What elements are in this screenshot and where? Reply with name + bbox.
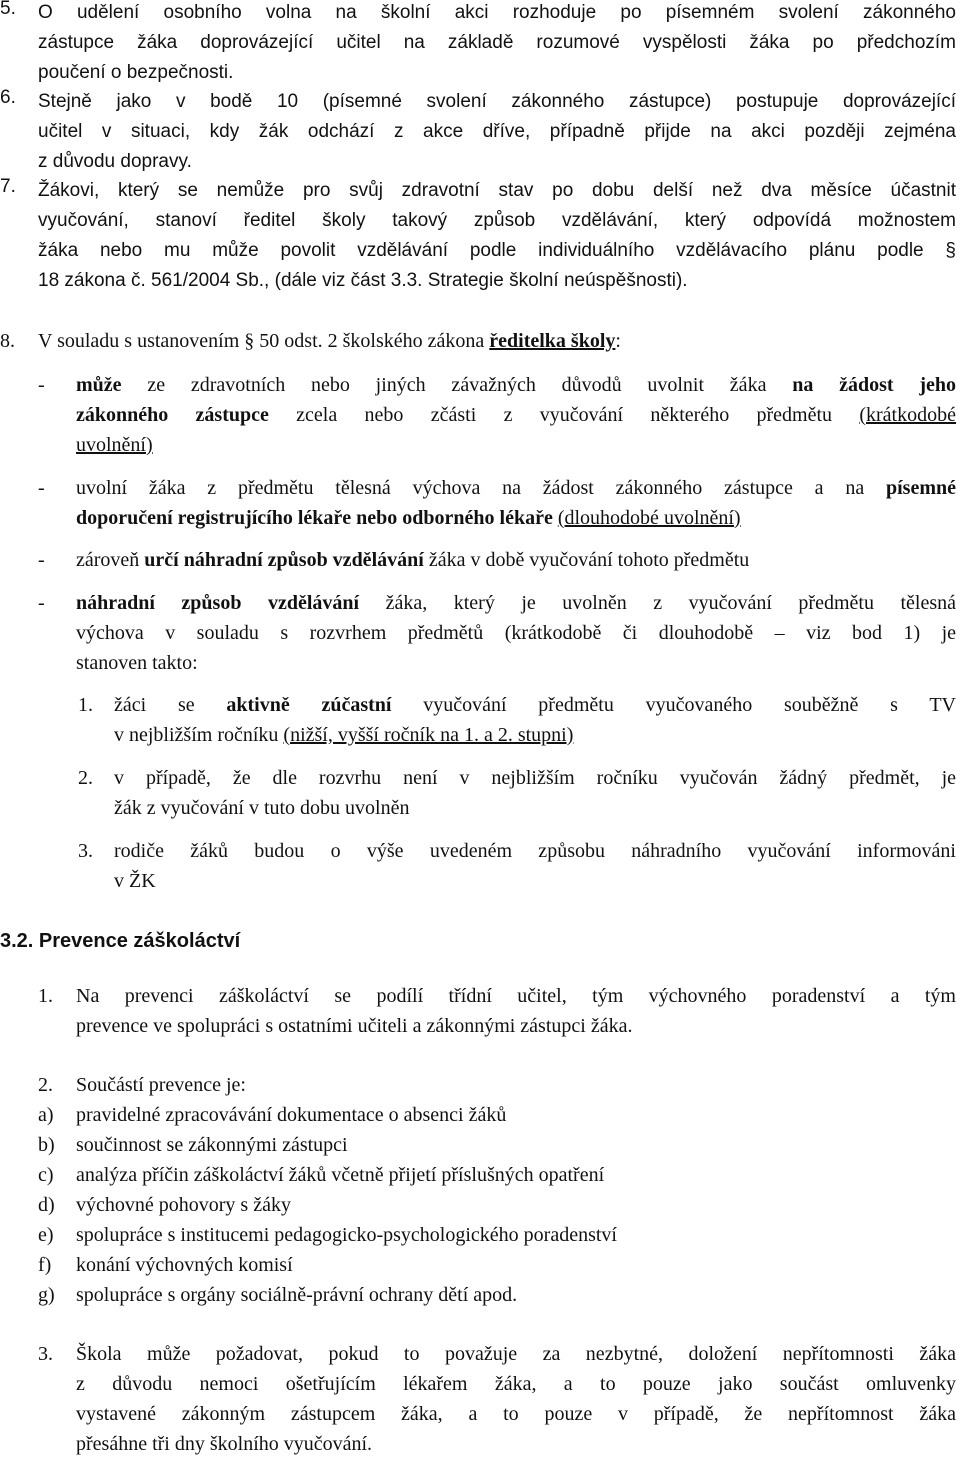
list-text: pravidelné zpracovávání dokumentace o absenci žáků xyxy=(76,1104,507,1126)
list-item xyxy=(38,1280,956,1310)
text-line: žák z vyučování v tuto dobu uvolněn xyxy=(114,797,410,819)
text-line: stanoven takto: xyxy=(76,652,198,674)
list-text: součinnost se zákonnými zástupci xyxy=(76,1134,348,1156)
item-number: 3. xyxy=(38,1343,53,1365)
text-span: určí náhradní způsob vzdělávání xyxy=(144,549,424,571)
list-text: výchovné pohovory s žáky xyxy=(76,1194,291,1216)
list-item xyxy=(38,1250,956,1280)
text-span: vyučování předmětu vyučovaného souběžně s TV xyxy=(391,694,957,716)
text-span: : xyxy=(615,330,621,352)
list-text: analýza příčin záškoláctví žáků včetně přijetí příslušných opatření xyxy=(76,1164,605,1186)
list-marker: c) xyxy=(38,1164,54,1186)
text-line: Škola může požadovat, pokud to považuje za nezbytné, doložení nepřítomnosti žáka xyxy=(76,1343,956,1365)
item-number: 5. xyxy=(0,0,16,19)
item-number: 1. xyxy=(38,985,53,1007)
list-marker: a) xyxy=(38,1104,54,1126)
list-item xyxy=(38,1190,956,1220)
list-marker: g) xyxy=(38,1284,55,1306)
text-span: (krátkodobé xyxy=(859,404,956,426)
list-marker: f) xyxy=(38,1254,52,1276)
list-item xyxy=(38,1160,956,1190)
text-line: vystavené zákonným zástupcem žáka, a to pouze v případě, že nepřítomnost žáka xyxy=(76,1403,956,1425)
text-span: zároveň xyxy=(76,549,145,571)
list-text: konání výchovných komisí xyxy=(76,1254,293,1276)
item-number: 7. xyxy=(0,176,16,197)
text-line: poučení o bezpečnosti. xyxy=(38,62,234,83)
section-heading: 3.2. Prevence záškoláctví xyxy=(0,930,241,952)
text-span: může xyxy=(76,374,122,396)
text-line: 18 zákona č. 561/2004 Sb., (dále viz část 3.3. Strategie školní neúspěšnosti). xyxy=(38,270,688,291)
text-span: v nejbližším ročníku xyxy=(114,724,284,746)
text-span: žáka, který je uvolněn z vyučování předmětu tělesná xyxy=(359,592,956,614)
list-marker: b) xyxy=(38,1134,55,1156)
item-number: 3. xyxy=(78,840,93,862)
text-span: aktivně zúčastní xyxy=(226,694,392,716)
text-line: prevence ve spolupráci s ostatními učiteli a zákonnými zástupci žáka. xyxy=(76,1015,633,1037)
item-number: 1. xyxy=(78,694,93,716)
text-line: z důvodu dopravy. xyxy=(38,151,192,172)
text-line: v ŽK xyxy=(114,870,156,892)
text-span: uvolní žáka z předmětu tělesná výchova na žádost zákonného zástupce a na xyxy=(76,477,886,499)
text-line: vyučování, stanoví ředitel školy takový způsob vzdělávání, který odpovídá možnostem xyxy=(38,210,956,231)
list-text: spolupráce s orgány sociálně-právní ochrany dětí apod. xyxy=(76,1284,518,1306)
item-number: 8. xyxy=(0,330,15,352)
text-span: 2 školského zákona xyxy=(322,330,490,352)
text-span: žáka v době vyučování tohoto předmětu xyxy=(423,549,750,571)
list-item xyxy=(38,1100,956,1130)
text-line: rodiče žáků budou o výše uvedeném způsobu náhradního vyučování informováni xyxy=(114,840,956,862)
text-span: náhradní způsob vzdělávání xyxy=(76,592,360,614)
lettered-list xyxy=(38,1100,956,1310)
dash-bullet: - xyxy=(38,592,45,614)
text-span: V souladu s ustanovením § 50 odst. xyxy=(38,330,323,352)
item-number: 2. xyxy=(78,767,93,789)
text-span: na žádost jeho xyxy=(792,374,956,396)
item-number: 6. xyxy=(0,87,16,108)
text-line: Stejně jako v bodě 10 (písemné svolení zákonného zástupce) postupuje doprovázející xyxy=(38,91,956,112)
list-marker: e) xyxy=(38,1224,54,1246)
text-span: písemné xyxy=(886,477,956,499)
text-line: O udělení osobního volna na školní akci rozhoduje po písemném svolení zákonného xyxy=(38,2,956,23)
text-line: výchova v souladu s rozvrhem předmětů (krátkodobě či dlouhodobě – viz bod 1) je xyxy=(76,622,956,644)
text-span: ředitelka školy xyxy=(489,330,616,352)
text-line: z důvodu nemoci ošetřujícím lékařem žáka, a to pouze jako součást omluvenky xyxy=(76,1373,956,1395)
dash-bullet: - xyxy=(38,477,45,499)
text-span: žáci se xyxy=(114,694,227,716)
text-line: Součástí prevence je: xyxy=(76,1074,246,1096)
text-line: žáka nebo mu může povolit vzdělávání podle individuálního vzdělávacího plánu podle § xyxy=(38,240,956,261)
text-line: přesáhne tři dny školního vyučování. xyxy=(76,1433,373,1455)
text-span: (dlouhodobé uvolnění) xyxy=(557,507,741,529)
dash-bullet: - xyxy=(38,549,45,571)
list-item xyxy=(38,1130,956,1160)
text-line: v případě, že dle rozvrhu není v nejbližším ročníku vyučován žádný předmět, je xyxy=(114,767,956,789)
item-number: 2. xyxy=(38,1074,53,1096)
text-line: Na prevenci záškoláctví se podílí třídní učitel, tým výchovného poradenství a tým xyxy=(76,985,956,1007)
text-span: (nižší, vyšší ročník na 1. a 2. stupni) xyxy=(283,724,574,746)
text-span: zcela nebo zčásti z vyučování některého předmětu xyxy=(268,404,860,426)
text-line: Žákovi, který se nemůže pro svůj zdravotní stav po dobu delší než dva měsíce účastnit xyxy=(38,180,956,201)
text-span: uvolnění) xyxy=(76,434,153,456)
text-span: zákonného zástupce xyxy=(76,404,269,426)
text-span: doporučení registrujícího lékaře nebo odborného lékaře xyxy=(76,507,553,529)
text-span: ze zdravotních nebo jiných závažných důvodů uvolnit žáka xyxy=(121,374,793,396)
list-text: spolupráce s institucemi pedagogicko-psychologického poradenství xyxy=(76,1224,617,1246)
dash-bullet: - xyxy=(38,374,45,396)
text-line: zástupce žáka doprovázející učitel na základě rozumové vyspělosti žáka po předchozím xyxy=(38,32,956,53)
list-item xyxy=(38,1220,956,1250)
list-marker: d) xyxy=(38,1194,55,1216)
text-line: učitel v situaci, kdy žák odchází z akce dříve, případně přijde na akci později zejména xyxy=(38,121,956,142)
